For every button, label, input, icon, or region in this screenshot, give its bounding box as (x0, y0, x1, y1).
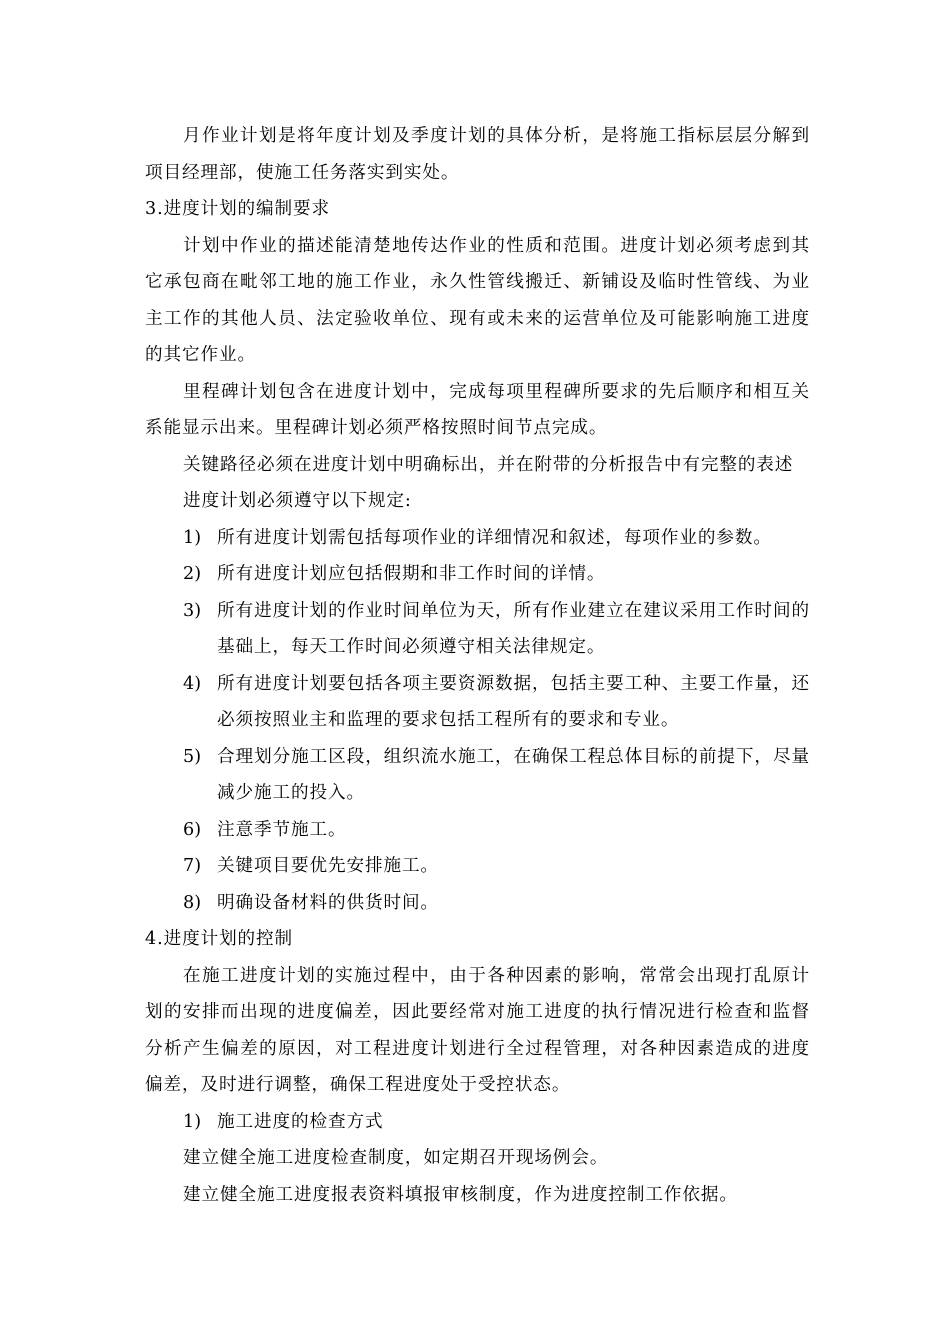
list-item-rule-1 (145, 520, 810, 557)
list-item-rule-3 (145, 593, 810, 666)
list-text: 所有进度计划应包括假期和非工作时间的详情。 (217, 564, 606, 584)
list-text: 合理划分施工区段，组织流水施工，在确保工程总体目标的前提下，尽量减少施工的投入。 (217, 746, 810, 803)
list-item-rule-7 (145, 848, 810, 885)
list-text: 施工进度的检查方式 (217, 1111, 384, 1132)
list-number: 1) (183, 1111, 202, 1132)
list-text: 所有进度计划的作业时间单位为天，所有作业建立在建议采用工作时间的基础上，每天工作时间必须遵守相关法律规定。 (217, 600, 810, 657)
paragraph-rules-intro: 进度计划必须遵守以下规定: (183, 491, 412, 511)
list-number: 6) (183, 819, 202, 840)
paragraph-plan-description: 计划中作业的描述能清楚地传达作业的性质和范围。进度计划必须考虑到其它承包商在毗邻工地的施工作业，永久性管线搬迁、新铺设及临时性管线、为业主工作的其他人员、法定验收单位、现有或未来的运营单位及可能影响施工进度的其它作业。 (145, 235, 810, 365)
list-item-rule-5 (145, 739, 810, 812)
list-item-rule-2 (145, 556, 810, 593)
section-heading-3: 3.进度计划的编制要求 (145, 199, 331, 219)
paragraph-inspection-system: 建立健全施工进度检查制度，如定期召开现场例会。 (183, 1148, 609, 1168)
list-text: 关键项目要优先安排施工。 (217, 856, 439, 876)
list-item-rule-8 (145, 885, 810, 922)
list-item-rule-4 (145, 666, 810, 739)
section-heading-4: 4.进度计划的控制 (145, 929, 294, 949)
paragraph-milestone: 里程碑计划包含在进度计划中，完成每项里程碑所要求的先后顺序和相互关系能显示出来。里程碑计划必须严格按照时间节点完成。 (145, 381, 810, 438)
list-text: 注意季节施工。 (217, 819, 347, 840)
list-text: 所有进度计划要包括各项主要资源数据，包括主要工种、主要工作量，还必须按照业主和监理的要求包括工程所有的要求和专业。 (217, 673, 810, 730)
list-number: 2) (183, 564, 202, 584)
list-item-control-1 (145, 1104, 810, 1141)
paragraph-report-system: 建立健全施工进度报表资料填报审核制度，作为进度控制工作依据。 (183, 1184, 738, 1205)
paragraph-control: 在施工进度计划的实施过程中，由于各种因素的影响，常常会出现打乱原计划的安排而出现的进度偏差，因此要经常对施工进度的执行情况进行检查和监督分析产生偏差的原因，对工程进度计划进行全过程管理，对各种因素造成的进度偏差，及时进行调整，确保工程进度处于受控状态。 (145, 965, 810, 1095)
list-number: 8) (183, 892, 202, 913)
list-number: 1) (183, 527, 202, 548)
list-item-rule-6 (145, 812, 810, 849)
list-text: 明确设备材料的供货时间。 (217, 892, 439, 913)
list-text: 所有进度计划需包括每项作业的详细情况和叙述，每项作业的参数。 (217, 527, 772, 548)
paragraph-monthly-plan: 月作业计划是将年度计划及季度计划的具体分析，是将施工指标层层分解到项目经理部，使施工任务落实到实处。 (145, 126, 810, 183)
list-number: 4) (183, 673, 202, 694)
document-body (145, 118, 810, 1213)
list-number: 3) (183, 600, 202, 621)
list-number: 7) (183, 856, 202, 876)
list-number: 5) (183, 746, 202, 767)
paragraph-critical-path: 关键路径必须在进度计划中明确标出，并在附带的分析报告中有完整的表述 (183, 454, 794, 475)
